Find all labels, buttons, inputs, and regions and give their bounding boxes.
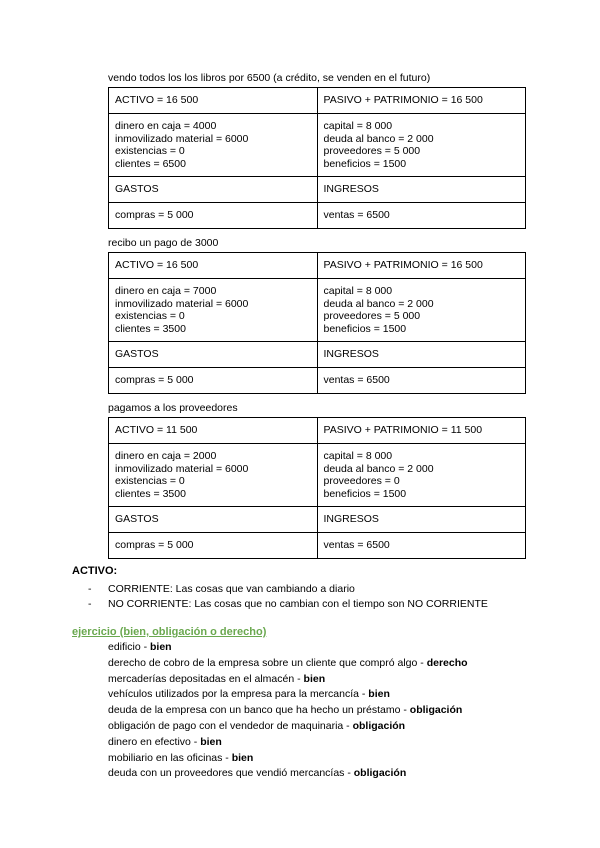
block-3-table (108, 417, 526, 559)
gastos-header: GASTOS (109, 342, 318, 368)
pasivo-items (317, 279, 526, 342)
list-item (88, 582, 488, 597)
pasivo-item: beneficios = 1500 (323, 157, 407, 170)
pasivo-item: capital = 8 000 (323, 450, 393, 462)
list-item (108, 719, 468, 735)
list-item-text: NO CORRIENTE: Las cosas que no cambian con el tiempo son NO CORRIENTE (108, 598, 488, 610)
activo-item: inmovilizado material = 6000 (115, 297, 249, 310)
activo-item: existencias = 0 (115, 310, 185, 322)
list-item (108, 687, 468, 703)
ingresos-item: ventas = 6500 (317, 368, 526, 394)
pasivo-total: PASIVO + PATRIMONIO = 16 500 (317, 253, 526, 279)
pasivo-item: capital = 8 000 (323, 120, 393, 132)
pasivo-item: beneficios = 1500 (323, 487, 407, 500)
list-item (108, 672, 468, 688)
pasivo-item: deuda al banco = 2 000 (323, 132, 434, 145)
item-answer: bien (150, 641, 172, 653)
activo-item: dinero en caja = 7000 (115, 285, 217, 297)
item-answer: obligación (409, 704, 463, 717)
activo-heading: ACTIVO: (72, 565, 118, 577)
list-item (108, 735, 468, 751)
block-1-title: vendo todos los los libros por 6500 (a crédito, se venden en el futuro) (108, 72, 431, 84)
item-answer: derecho (426, 656, 468, 669)
pasivo-total: PASIVO + PATRIMONIO = 16 500 (317, 88, 526, 114)
pasivo-item: proveedores = 5 000 (323, 145, 421, 157)
activo-bullet-list (88, 582, 488, 612)
pasivo-item: deuda al banco = 2 000 (323, 462, 434, 475)
dash-marker: - (88, 598, 92, 610)
ingresos-item: ventas = 6500 (317, 533, 526, 559)
item-answer: obligación (353, 767, 407, 780)
pasivo-item: proveedores = 0 (323, 475, 400, 487)
gastos-item: compras = 5 000 (109, 203, 318, 229)
item-text: mobiliario en las oficinas - (108, 751, 232, 764)
gastos-header: GASTOS (109, 177, 318, 203)
item-text: vehículos utilizados por la empresa para la mercancía - (108, 688, 369, 701)
block-2-title: recibo un pago de 3000 (108, 237, 219, 249)
pasivo-items (317, 114, 526, 177)
activo-total: ACTIVO = 11 500 (109, 418, 318, 444)
item-answer: bien (200, 735, 222, 748)
item-answer: bien (368, 688, 390, 701)
list-item (108, 640, 468, 656)
block-3-title: pagamos a los proveedores (108, 402, 238, 414)
dash-marker: - (88, 583, 92, 595)
item-text: deuda con un proveedores que vendió mercancías - (108, 767, 354, 780)
activo-total: ACTIVO = 16 500 (109, 88, 318, 114)
ingresos-header: INGRESOS (317, 177, 526, 203)
activo-item: clientes = 6500 (115, 157, 186, 170)
item-text: edificio - (108, 641, 151, 653)
list-item (88, 597, 488, 612)
list-item (108, 703, 468, 719)
activo-total: ACTIVO = 16 500 (109, 253, 318, 279)
pasivo-item: beneficios = 1500 (323, 322, 407, 335)
item-text: obligación de pago con el vendedor de maquinaria - (108, 719, 353, 732)
ingresos-item: ventas = 6500 (317, 203, 526, 229)
block-2-table (108, 252, 526, 394)
gastos-item: compras = 5 000 (109, 533, 318, 559)
list-item (108, 656, 468, 672)
activo-item: existencias = 0 (115, 145, 185, 157)
list-item-text: CORRIENTE: Las cosas que van cambiando a diario (108, 583, 355, 595)
gastos-header: GASTOS (109, 507, 318, 533)
item-answer: obligación (352, 719, 406, 732)
ingresos-header: INGRESOS (317, 507, 526, 533)
ingresos-header: INGRESOS (317, 342, 526, 368)
activo-items (109, 114, 318, 177)
list-item (108, 751, 468, 767)
activo-item: existencias = 0 (115, 475, 185, 487)
item-text: derecho de cobro de la empresa sobre un cliente que compró algo - (108, 656, 427, 669)
pasivo-total: PASIVO + PATRIMONIO = 11 500 (317, 418, 526, 444)
ejercicio-heading: ejercicio (bien, obligación o derecho) (72, 626, 267, 638)
ejercicio-list (108, 640, 468, 782)
item-answer: bien (303, 672, 326, 685)
item-answer: bien (231, 751, 254, 764)
activo-items (109, 279, 318, 342)
activo-item: dinero en caja = 4000 (115, 120, 217, 132)
block-1-table (108, 87, 526, 229)
activo-item: inmovilizado material = 6000 (115, 462, 249, 475)
activo-item: clientes = 3500 (115, 487, 186, 500)
pasivo-item: deuda al banco = 2 000 (323, 297, 434, 310)
activo-item: dinero en caja = 2000 (115, 450, 217, 462)
pasivo-item: proveedores = 5 000 (323, 310, 421, 322)
pasivo-items (317, 444, 526, 507)
gastos-item: compras = 5 000 (109, 368, 318, 394)
activo-item: clientes = 3500 (115, 322, 186, 335)
item-text: dinero en efectivo - (108, 735, 201, 748)
activo-item: inmovilizado material = 6000 (115, 132, 249, 145)
item-text: deuda de la empresa con un banco que ha hecho un préstamo - (108, 704, 410, 717)
activo-items (109, 444, 318, 507)
pasivo-item: capital = 8 000 (323, 285, 393, 297)
item-text: mercaderías depositadas en el almacén - (108, 672, 304, 685)
list-item (108, 766, 468, 782)
